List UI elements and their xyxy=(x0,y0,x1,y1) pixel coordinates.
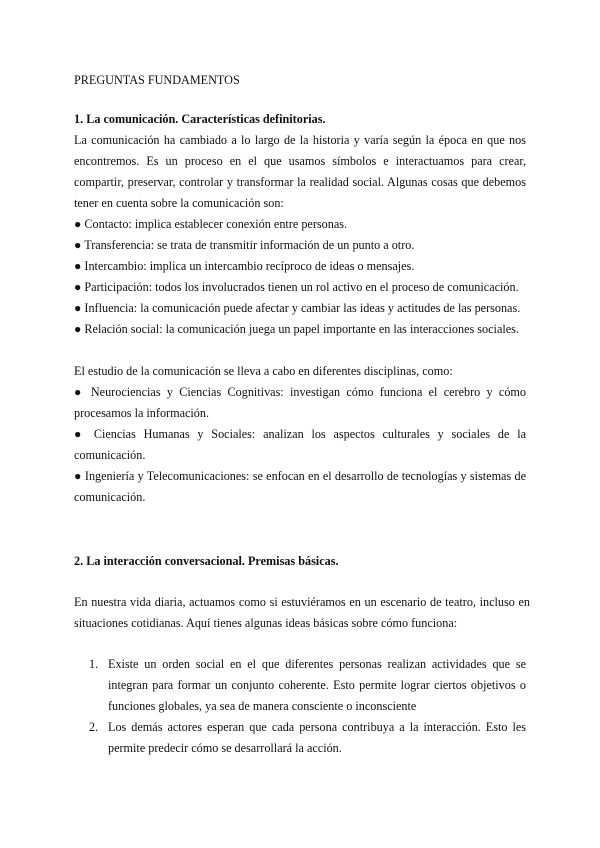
disciplines-block xyxy=(74,361,526,508)
section2-intro: En nuestra vida diaria, actuamos como si estuviéramos en un escenario de teatro, incluso en situaciones cotidianas. Aquí tienes algunas ideas básicas sobre cómo funciona: xyxy=(74,595,530,630)
section2-title: 2. La interacción conversacional. Premisas básicas. xyxy=(74,554,339,568)
discipline-item: ● Ingeniería y Telecomunicaciones: se enfocan en el desarrollo de tecnologías y sistemas de comunicación. xyxy=(74,469,526,504)
premises-list xyxy=(89,654,526,759)
section1-body xyxy=(74,130,526,340)
list-item-text: Existe un orden social en el que diferentes personas realizan actividades que se integran para formar un conjunto coherente. Esto permite lograr ciertos objetivos o funciones globales, ya sea de manera consciente o inconsciente xyxy=(108,657,526,713)
section1-title: 1. La comunicación. Características definitorias. xyxy=(74,112,326,126)
bullet-item: ● Contacto: implica establecer conexión entre personas. xyxy=(74,217,348,231)
list-item-text: Los demás actores esperan que cada persona contribuya a la interacción. Esto les permite predecir cómo se desarrollará la acción. xyxy=(108,720,526,755)
list-item-number: 2. xyxy=(89,720,99,734)
bullet-item: ● Participación: todos los involucrados tienen un rol activo en el proceso de comunicación. xyxy=(74,280,519,294)
document-heading: PREGUNTAS FUNDAMENTOS xyxy=(74,73,240,87)
bullet-item: ● Transferencia: se trata de transmitir información de un punto a otro. xyxy=(74,238,415,252)
discipline-item: ● Neurociencias y Ciencias Cognitivas: investigan cómo funciona el cerebro y cómo procesamos la información. xyxy=(74,385,526,420)
section1-intro: La comunicación ha cambiado a lo largo de la historia y varía según la época en que nos encontremos. Es un proceso en el que usamos símbolos e interactuamos para crear, compartir, preservar, controlar y transformar la realidad social. Algunas cosas que debemos tener en cuenta sobre la comunicación son: xyxy=(74,133,526,210)
list-item xyxy=(89,717,526,759)
discipline-item: ● Ciencias Humanas y Sociales: analizan los aspectos culturales y sociales de la comunicación. xyxy=(74,427,526,462)
bullet-item: ● Influencia: la comunicación puede afectar y cambiar las ideas y actitudes de las personas. ● Relación social: la comunicación juega un papel importante en las interacciones sociales. xyxy=(74,301,521,336)
disciplines-intro: El estudio de la comunicación se lleva a cabo en diferentes disciplinas, como: xyxy=(74,364,453,378)
list-item xyxy=(89,654,526,717)
bullet-item: ● Intercambio: implica un intercambio recíproco de ideas o mensajes. xyxy=(74,259,415,273)
list-item-number: 1. xyxy=(89,657,99,671)
